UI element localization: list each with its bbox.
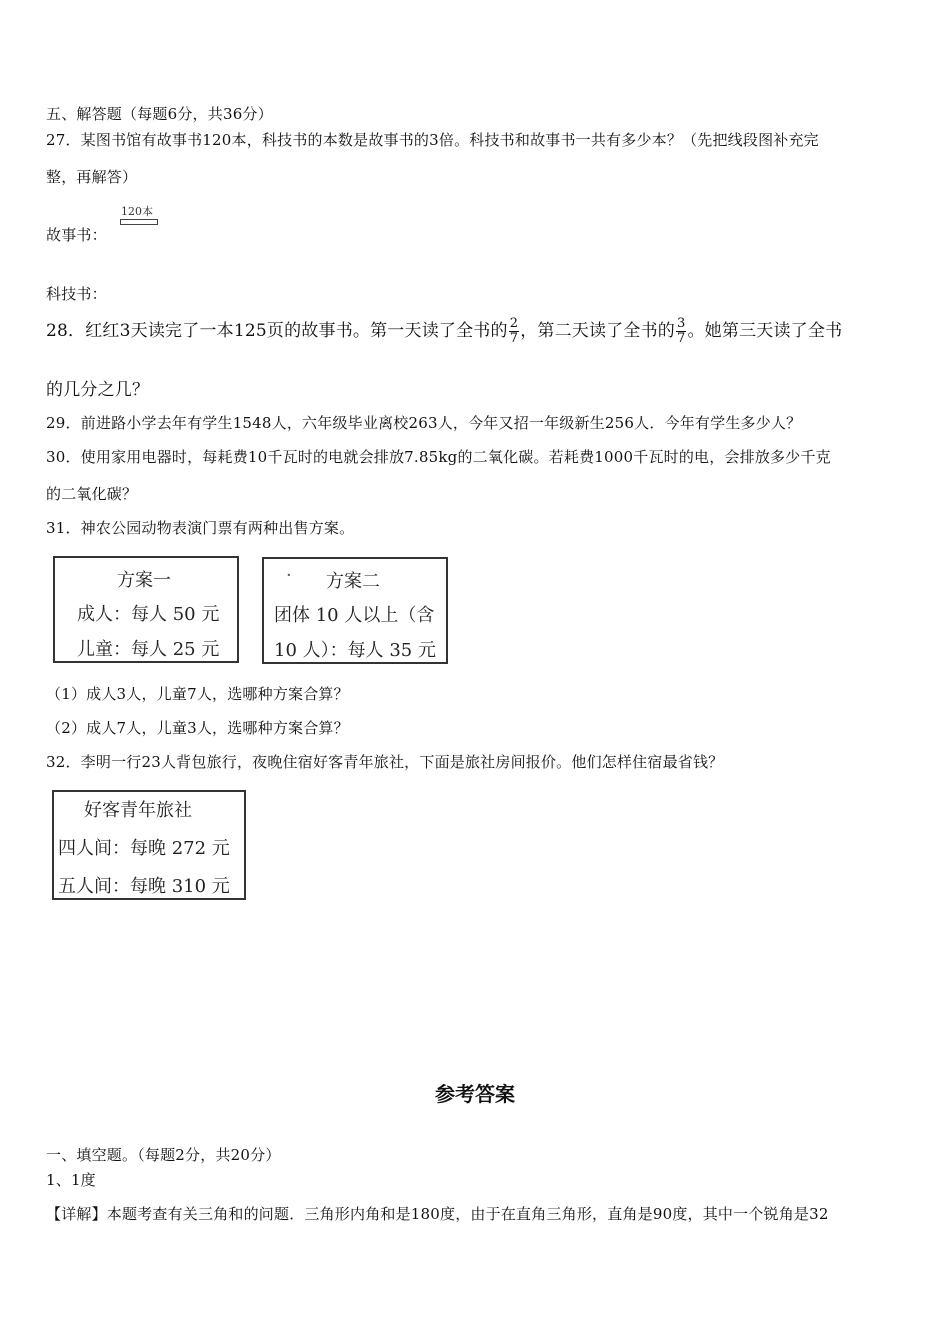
hostel-price-box xyxy=(52,790,246,900)
section-heading: 五、解答题（每题6分，共36分） xyxy=(46,105,273,123)
answer-1: 1、1度 xyxy=(46,1171,96,1189)
plan1-box xyxy=(53,556,239,663)
plan2-line2: 10 人）：每人 35 元 xyxy=(274,640,436,661)
q31-text: 31．神农公园动物表演门票有两种出售方案。 xyxy=(46,519,355,537)
q28-part2: ，第二天读了全书的 xyxy=(520,321,675,341)
q28-line2: 的几分之几？ xyxy=(46,380,150,400)
fraction-2-7 xyxy=(509,317,519,346)
q27-line2: 整，再解答） xyxy=(46,168,138,186)
answers-title: 参考答案 xyxy=(435,1082,515,1106)
q29-text: 29．前进路小学去年有学生1548人，六年级毕业离校263人，今年又招一年级新生256人．今年有学生多少人？ xyxy=(46,414,802,432)
fraction-3-7 xyxy=(676,317,686,346)
plan1-child: 儿童：每人 25 元 xyxy=(77,639,220,660)
q32-text: 32．李明一行23人背包旅行，夜晚住宿好客青年旅社，下面是旅社房间报价。他们怎样住宿最省钱？ xyxy=(46,753,724,771)
plan1-adult: 成人：每人 50 元 xyxy=(77,604,220,625)
fraction-numerator: 3 xyxy=(677,316,686,331)
story-books-label: 故事书： xyxy=(46,226,107,244)
hostel-room4: 四人间：每晚 272 元 xyxy=(58,838,230,859)
q30-line1: 30．使用家用电器时，每耗费10千瓦时的电就会排放7.85kg的二氧化碳。若耗费1000千瓦时的电，会排放多少千克 xyxy=(46,448,831,466)
answers-section1: 一、填空题。（每题2分，共20分） xyxy=(46,1146,281,1164)
fraction-denominator: 7 xyxy=(677,331,686,346)
fraction-numerator: 2 xyxy=(509,316,519,331)
plan2-box xyxy=(262,557,448,664)
segment-bar xyxy=(120,219,158,225)
plan2-dot: · xyxy=(286,565,292,586)
hostel-room5: 五人间：每晚 310 元 xyxy=(58,876,230,897)
q28-line1 xyxy=(46,316,842,346)
hostel-title: 好客青年旅社 xyxy=(84,800,192,821)
fraction-denominator: 7 xyxy=(509,331,519,346)
q31-sub2: （2）成人7人，儿童3人，选哪种方案合算？ xyxy=(46,719,349,737)
science-books-label: 科技书： xyxy=(46,285,107,303)
plan2-line1: 团体 10 人以上（含 xyxy=(274,605,435,626)
q31-sub1: （1）成人3人，儿童7人，选哪种方案合算？ xyxy=(46,685,349,703)
segment-label: 120本 xyxy=(121,205,153,218)
q27-line1: 27．某图书馆有故事书120本，科技书的本数是故事书的3倍。科技书和故事书一共有多少本？（先把线段图补充完 xyxy=(46,131,819,149)
answer-detail: 【详解】本题考查有关三角和的问题．三角形内角和是180度，由于在直角三角形，直角是90度，其中一个锐角是32 xyxy=(46,1205,829,1223)
q28-part3: 。她第三天读了全书 xyxy=(687,321,843,341)
plan1-title: 方案一 xyxy=(117,570,171,591)
q28-part1: 28．红红3天读完了一本125页的故事书。第一天读了全书的 xyxy=(46,321,508,341)
plan2-title: 方案二 xyxy=(326,571,380,592)
q30-line2: 的二氧化碳？ xyxy=(46,485,138,503)
